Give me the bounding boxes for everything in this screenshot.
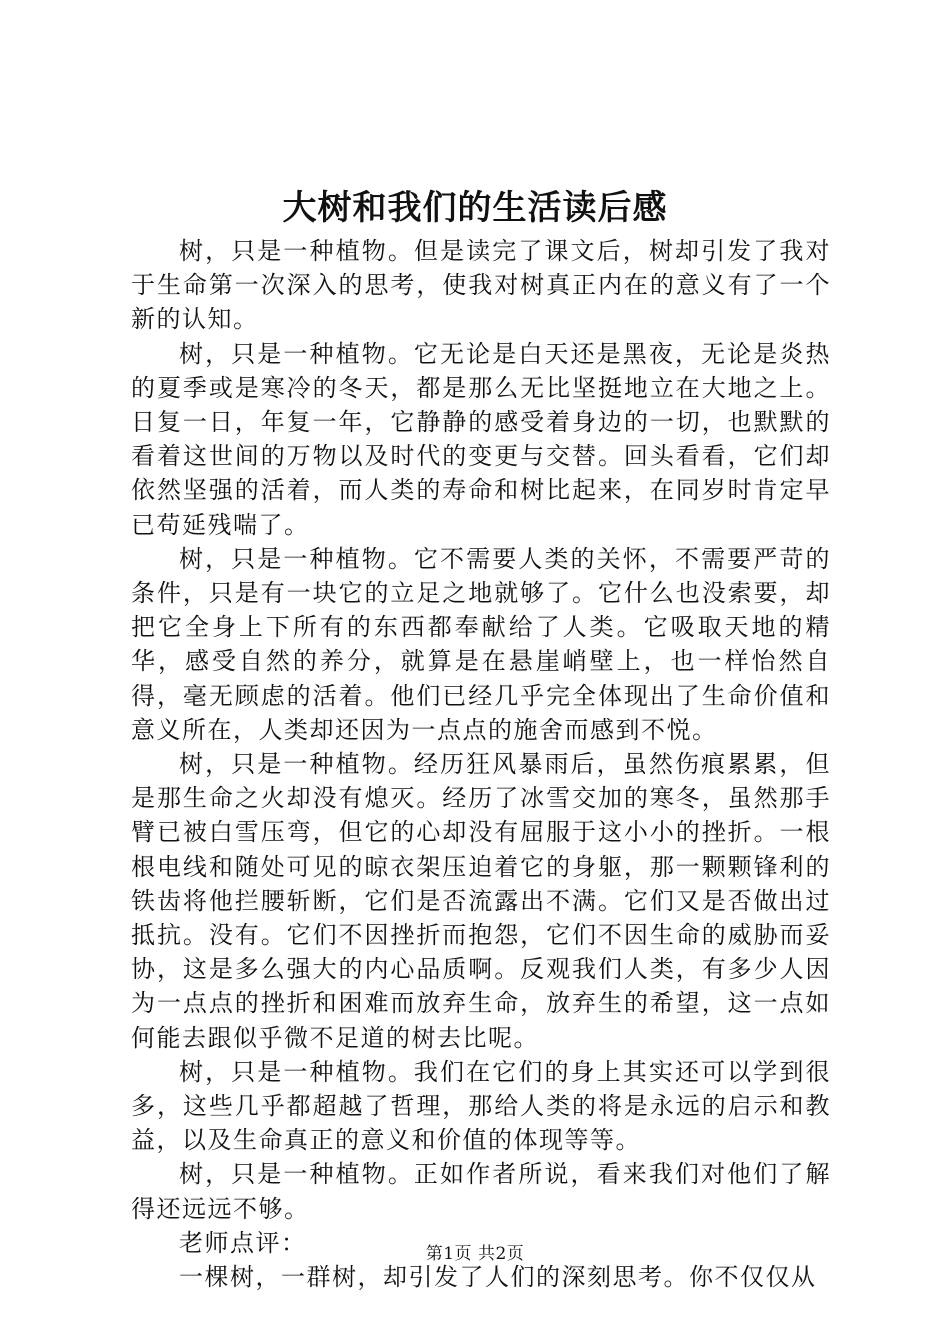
document-body <box>131 234 831 1294</box>
paragraph: 树，只是一种植物。我们在它们的身上其实还可以学到很多，这些几乎都超越了哲理，那给人类的将是永远的启示和教益，以及生命真正的意义和价值的体现等等。 <box>131 1057 831 1155</box>
page-footer: 第1页 共2页 <box>425 1244 525 1264</box>
paragraph: 树，只是一种植物。但是读完了课文后，树却引发了我对于生命第一次深入的思考，使我对树真正内在的意义有了一个新的认知。 <box>131 237 831 334</box>
teacher-comment-text: 一棵树，一群树，却引发了人们的深刻思考。你不仅仅从 <box>179 1263 817 1292</box>
paragraph: 树，只是一种植物。它不需要人类的关怀，不需要严苛的条件，只是有一块它的立足之地就够了。它什么也没索要，却把它全身上下所有的东西都奉献给了人类。它吸取天地的精华，感受自然的养分，就算是在悬崖峭壁上，也一样怡然自得，毫无顾虑的活着。他们已经几乎完全体现出了生命价值和意义所在，人类却还因为一点点的施舍而感到不悦。 <box>131 544 831 744</box>
paragraph: 树，只是一种植物。它无论是白天还是黑夜，无论是炎热的夏季或是寒冷的冬天，都是那么无比坚挺地立在大地之上。日复一日，年复一年，它静静的感受着身边的一切，也默默的看着这世间的万物以及时代的变更与交替。回头看看，它们却依然坚强的活着，而人类的寿命和树比起来，在同岁时肯定早已苟延残喘了。 <box>131 339 831 539</box>
paragraph: 树，只是一种植物。正如作者所说，看来我们对他们了解得还远远不够。 <box>131 1160 831 1223</box>
teacher-comment-heading: 老师点评： <box>179 1228 307 1257</box>
paragraph: 树，只是一种植物。经历狂风暴雨后，虽然伤痕累累，但是那生命之火却没有熄灭。经历了冰雪交加的寒冬，虽然那手臂已被白雪压弯，但它的心却没有屈服于这小小的挫折。一根根电线和随处可见的晾衣架压迫着它的身躯，那一颗颗锋利的铁齿将他拦腰斩断，它们是否流露出不满。它们又是否做出过抵抗。没有。它们不因挫折而抱怨，它们不因生命的威胁而妥协，这是多么强大的内心品质啊。反观我们人类，有多少人因为一点点的挫折和困难而放弃生命，放弃生的希望，这一点如何能去跟似乎微不足道的树去比呢。 <box>131 750 831 1052</box>
page-title: 大树和我们的生活读后感 <box>282 188 668 228</box>
